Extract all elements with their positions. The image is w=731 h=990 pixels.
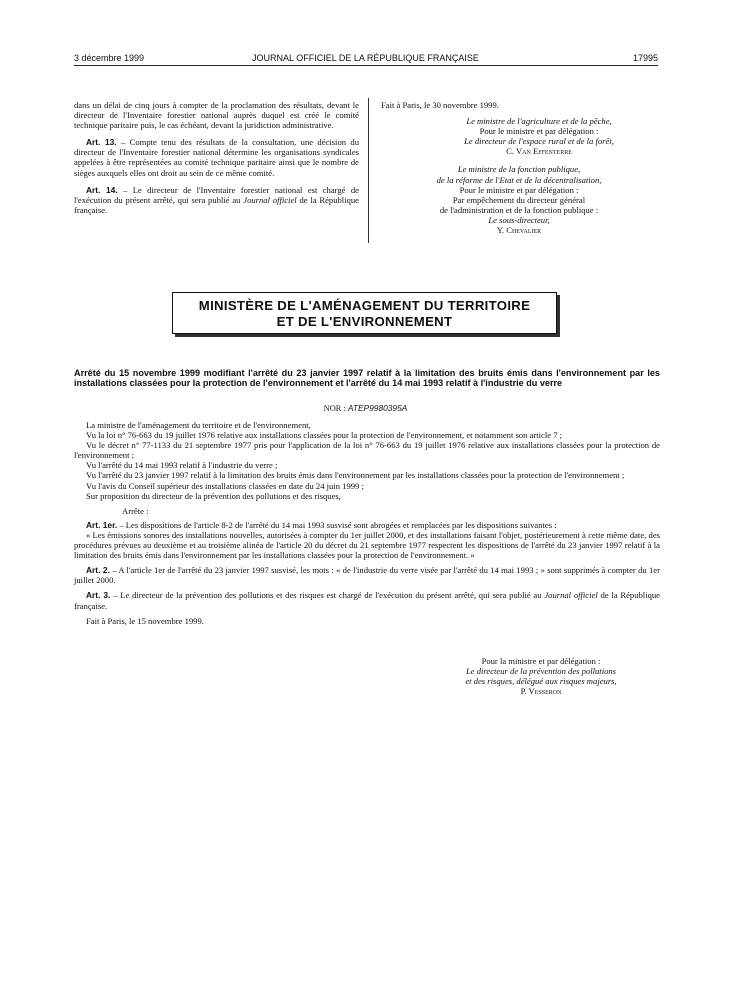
article-3-label: Art. 3. bbox=[86, 590, 111, 601]
visa-0: La ministre de l'aménagement du territoire et de l'environnement, bbox=[86, 420, 311, 430]
issue-date: 3 décembre 1999 bbox=[74, 53, 145, 63]
article-3-text-a: – Le directeur de la prévention des pollutions et des risques est chargé de l'exécution du présent arrêté, qui sera publié au bbox=[110, 590, 545, 601]
sig2-line1: Le ministre de la fonction publique, bbox=[457, 164, 581, 175]
sig2-line3: Pour le ministre et par délégation : bbox=[459, 184, 579, 195]
journal-title: JOURNAL OFFICIEL DE LA RÉPUBLIQUE FRANÇAISE bbox=[252, 53, 479, 63]
ministry-line1: MINISTÈRE DE L'AMÉNAGEMENT DU TERRITOIRE bbox=[198, 298, 531, 313]
article-13-text: – Compte tenu des résultats de la consultation, une décision du directeur de l'Inventaire forestier national détermine les organisations syndicales appelées à être représentées au comité technique paritaire ainsi que le nombre de sièges auxquels elles ont droit au sein de ce même comité. bbox=[74, 137, 359, 178]
column-divider bbox=[368, 98, 369, 243]
visa-5: Vu l'avis du Conseil supérieur des installations classées en date du 24 juin 1999 ; bbox=[86, 480, 364, 491]
article-3 bbox=[74, 590, 660, 610]
header-rule bbox=[74, 65, 658, 66]
right-fait: Fait à Paris, le 30 novembre 1999. bbox=[381, 100, 499, 110]
article-13 bbox=[74, 137, 359, 177]
article-14-label: Art. 14. bbox=[86, 184, 118, 195]
arrete-sig-line1: Pour la ministre et par délégation : bbox=[481, 656, 601, 666]
article-13-label: Art. 13. bbox=[86, 137, 117, 148]
left-para-1: dans un délai de cinq jours à compter de la proclamation des résultats, devant le directeur de l'Inventaire forestier national auprès duquel est créé le comité technique paritaire puis, le cas échéant, devant la juridiction administrative. bbox=[74, 100, 359, 131]
sig1-line1: Le ministre de l'agriculture et de la pêche, bbox=[466, 116, 612, 127]
sig2-line6: Le sous-directeur, bbox=[488, 214, 550, 225]
sig2-line4: Par empêchement du directeur général bbox=[452, 194, 586, 205]
right-column bbox=[381, 100, 657, 235]
article-3-journal: Journal officiel bbox=[544, 590, 598, 601]
ministry-line2: ET DE L'ENVIRONNEMENT bbox=[276, 314, 453, 329]
sig2-line2: de la réforme de l'Etat et de la décentralisation, bbox=[436, 174, 602, 185]
ministry-heading-box bbox=[172, 292, 557, 334]
article-2 bbox=[74, 565, 660, 585]
article-2-text: – A l'article 1er de l'arrêté du 23 janvier 1997 susvisé, les mots : « de l'industrie du verre visée par l'arrêté du 14 mai 1993 ; » sont supprimés à compter du 1er juillet 2000. bbox=[74, 565, 660, 586]
arrete-body bbox=[74, 420, 660, 626]
signature-block-1 bbox=[381, 116, 657, 156]
page-number: 17995 bbox=[632, 53, 658, 63]
nor-reference bbox=[0, 403, 731, 413]
article-14-journal: Journal officiel bbox=[243, 194, 297, 205]
sig1-line2: Pour le ministre et par délégation : bbox=[479, 126, 599, 137]
arrete-sig-name: P. Vesseron bbox=[520, 686, 562, 697]
visa-6: Sur proposition du directeur de la prévention des pollutions et des risques, bbox=[86, 490, 341, 501]
sig1-name: C. Van Effenterre bbox=[506, 146, 572, 157]
arrete-title: Arrêté du 15 novembre 1999 modifiant l'arrêté du 23 janvier 1997 relatif à la limitation des bruits émis dans l'environnement par les installations classées pour la protection de l'environnement et l'arrêté du 14 mai 1993 relatif à l'industrie du verre bbox=[74, 368, 660, 388]
arrete-sig-line2: Le directeur de la prévention des pollutions bbox=[465, 666, 617, 677]
arrete-sig-line3: et des risques, délégué aux risques majeurs, bbox=[465, 676, 617, 687]
visa-2: Vu le décret n° 77-1133 du 21 septembre 1977 pris pour l'application de la loi n° 76-663 du 19 juillet 1976 relative aux installations classées pour la protection de l'environnement ; bbox=[74, 440, 660, 461]
nor-label: NOR : bbox=[323, 404, 348, 413]
article-3-text-b: de la République française. bbox=[74, 590, 660, 611]
signature-block-2 bbox=[381, 164, 657, 235]
nor-code: ATEP9980395A bbox=[347, 403, 408, 413]
visa-3: Vu l'arrêté du 14 mai 1993 relatif à l'industrie du verre ; bbox=[86, 460, 278, 471]
sig2-line5: de l'administration et de la fonction publique : bbox=[439, 204, 599, 215]
article-14-text-b: de la République française. bbox=[74, 194, 359, 215]
article-1-quote: « Les émissions sonores des installations nouvelles, autorisées à compter du 1er juillet 2000, et des installations faisant l'objet, postérieurement à cette même date, des procédures prévues au deuxième et au troisième alinéa de l'article 20 du décret du 21 septembre 1977 respectent les dispositions de l'arrêté du 23 janvier 1997 relatif à la limitation des bruits émis dans l'environnement par les installations classées pour la protection de l'environnement. » bbox=[74, 529, 660, 561]
article-1-label: Art. 1er. bbox=[86, 519, 118, 530]
article-2-label: Art. 2. bbox=[86, 565, 110, 576]
sig1-line3: Le directeur de l'espace rural et de la forêt, bbox=[464, 136, 614, 147]
arrete-fait: Fait à Paris, le 15 novembre 1999. bbox=[86, 615, 204, 626]
article-1-text: – Les dispositions de l'article 8-2 de l'arrêté du 14 mai 1993 susvisé sont abrogées et remplacées par les dispositions suivantes : bbox=[117, 519, 557, 530]
sig2-name: Y. Chevalier bbox=[496, 225, 542, 236]
arrete-word: Arrête : bbox=[122, 505, 149, 516]
article-14-text-a: – Le directeur de l'Inventaire forestier national est chargé de l'exécution du présent arrêté, qui sera publié au bbox=[74, 184, 359, 205]
arrete-signature bbox=[421, 656, 661, 696]
left-column bbox=[74, 100, 359, 222]
visa-4: Vu l'arrêté du 23 janvier 1997 relatif à la limitation des bruits émis dans l'environnement par les installations classées pour la protection de l'environnement ; bbox=[86, 470, 625, 481]
visa-1: Vu la loi n° 76-663 du 19 juillet 1976 relative aux installations classées pour la protection de l'environnement, et notamment son article 7 ; bbox=[86, 430, 563, 441]
article-14 bbox=[74, 185, 359, 215]
article-1 bbox=[74, 520, 660, 530]
